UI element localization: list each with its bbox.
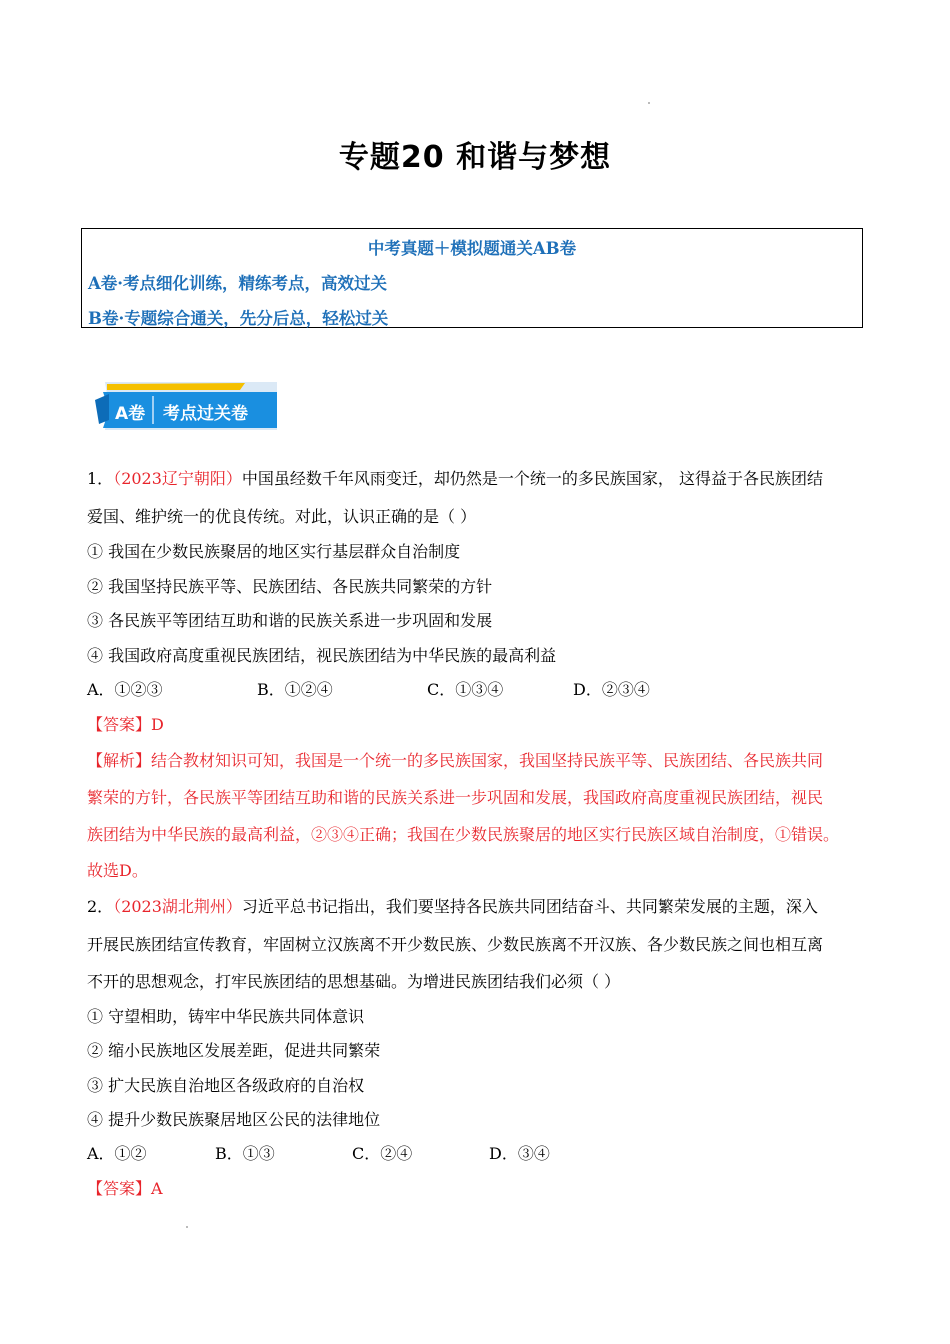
question-2-number: 2．	[87, 897, 114, 916]
question-2-option-a: A．①②	[87, 1144, 147, 1163]
question-1-stem-line-2: 爱国、维护统一的优良传统。对此，认识正确的是（ ）	[87, 507, 477, 526]
question-1-analysis-line-2: 繁荣的方针，各民族平等团结互助和谐的民族关系进一步巩固和发展，我国政府高度重视民族团结，视民	[87, 788, 824, 807]
question-2-source: （2023湖北荆州）	[113, 897, 242, 916]
info-box-line-b: B卷·专题综合通关，先分后总，轻松过关	[88, 309, 389, 328]
banner-accent-stripe	[107, 383, 245, 390]
question-1-item-1: ① 我国在少数民族聚居的地区实行基层群众自治制度	[87, 542, 461, 561]
question-1-option-d: D．②③④	[573, 680, 650, 699]
question-2-answer: 【答案】A	[87, 1179, 163, 1198]
question-1-stem: 中国虽经数千年风雨变迁，却仍然是一个统一的多民族国家， 这得益于各民族团结	[241, 469, 824, 488]
question-1-item-4: ④ 我国政府高度重视民族团结，视民族团结为中华民族的最高利益	[87, 646, 557, 665]
question-1-answer: 【答案】D	[87, 715, 164, 734]
question-1-analysis-line-4: 故选D。	[87, 861, 148, 880]
question-2-stem-line-2: 开展民族团结宣传教育，牢固树立汉族离不开少数民族、少数民族离不开汉族、各少数民族之间也相互离	[87, 935, 824, 954]
question-2-stem: 习近平总书记指出，我们要坚持各民族共同团结奋斗、共同繁荣发展的主题，深入	[241, 897, 818, 916]
question-1-source: （2023辽宁朝阳）	[113, 469, 242, 488]
question-2-item-1: ① 守望相助，铸牢中华民族共同体意识	[87, 1007, 365, 1026]
info-box-heading: 中考真题＋模拟题通关AB卷	[367, 239, 577, 258]
banner-tag: A卷	[115, 404, 146, 424]
question-2-option-c: C．②④	[352, 1144, 413, 1163]
question-1-item-2: ② 我国坚持民族平等、民族团结、各民族共同繁荣的方针	[87, 577, 493, 596]
page-title: 专题20 和谐与梦想	[338, 140, 612, 175]
question-2-item-4: ④ 提升少数民族聚居地区公民的法律地位	[87, 1110, 381, 1129]
question-1-number: 1．	[87, 469, 114, 488]
question-2-options	[87, 1141, 787, 1163]
question-1-stem-line-1	[87, 466, 823, 489]
question-1-options	[87, 677, 787, 699]
question-2-stem-line-3: 不开的思想观念，打牢民族团结的思想基础。为增进民族团结我们必须（ ）	[87, 972, 621, 991]
question-2-stem-line-1	[87, 894, 818, 917]
question-1-analysis-line-1: 【解析】结合教材知识可知，我国是一个统一的多民族国家，我国坚持民族平等、民族团结、各民族共同	[87, 751, 824, 770]
question-1-option-a: A．①②③	[87, 680, 163, 699]
banner-label: 考点过关卷	[163, 404, 248, 424]
info-box-line-a: A卷·考点细化训练，精练考点，高效过关	[88, 274, 388, 293]
question-2-item-2: ② 缩小民族地区发展差距，促进共同繁荣	[87, 1041, 381, 1060]
question-2-option-b: B．①③	[215, 1144, 275, 1163]
speck-mark	[186, 1226, 188, 1228]
question-1-option-b: B．①②④	[257, 680, 333, 699]
section-banner	[95, 380, 280, 432]
question-1-option-c: C．①③④	[427, 680, 504, 699]
info-box	[81, 228, 863, 328]
question-2-option-d: D．③④	[489, 1144, 550, 1163]
question-2-item-3: ③ 扩大民族自治地区各级政府的自治权	[87, 1076, 365, 1095]
question-1-analysis-line-3: 族团结为中华民族的最高利益，②③④正确；我国在少数民族聚居的地区实行民族区域自治制度，①错误。	[87, 825, 840, 844]
question-1-item-3: ③ 各民族平等团结互助和谐的民族关系进一步巩固和发展	[87, 611, 493, 630]
speck-mark	[648, 102, 650, 104]
